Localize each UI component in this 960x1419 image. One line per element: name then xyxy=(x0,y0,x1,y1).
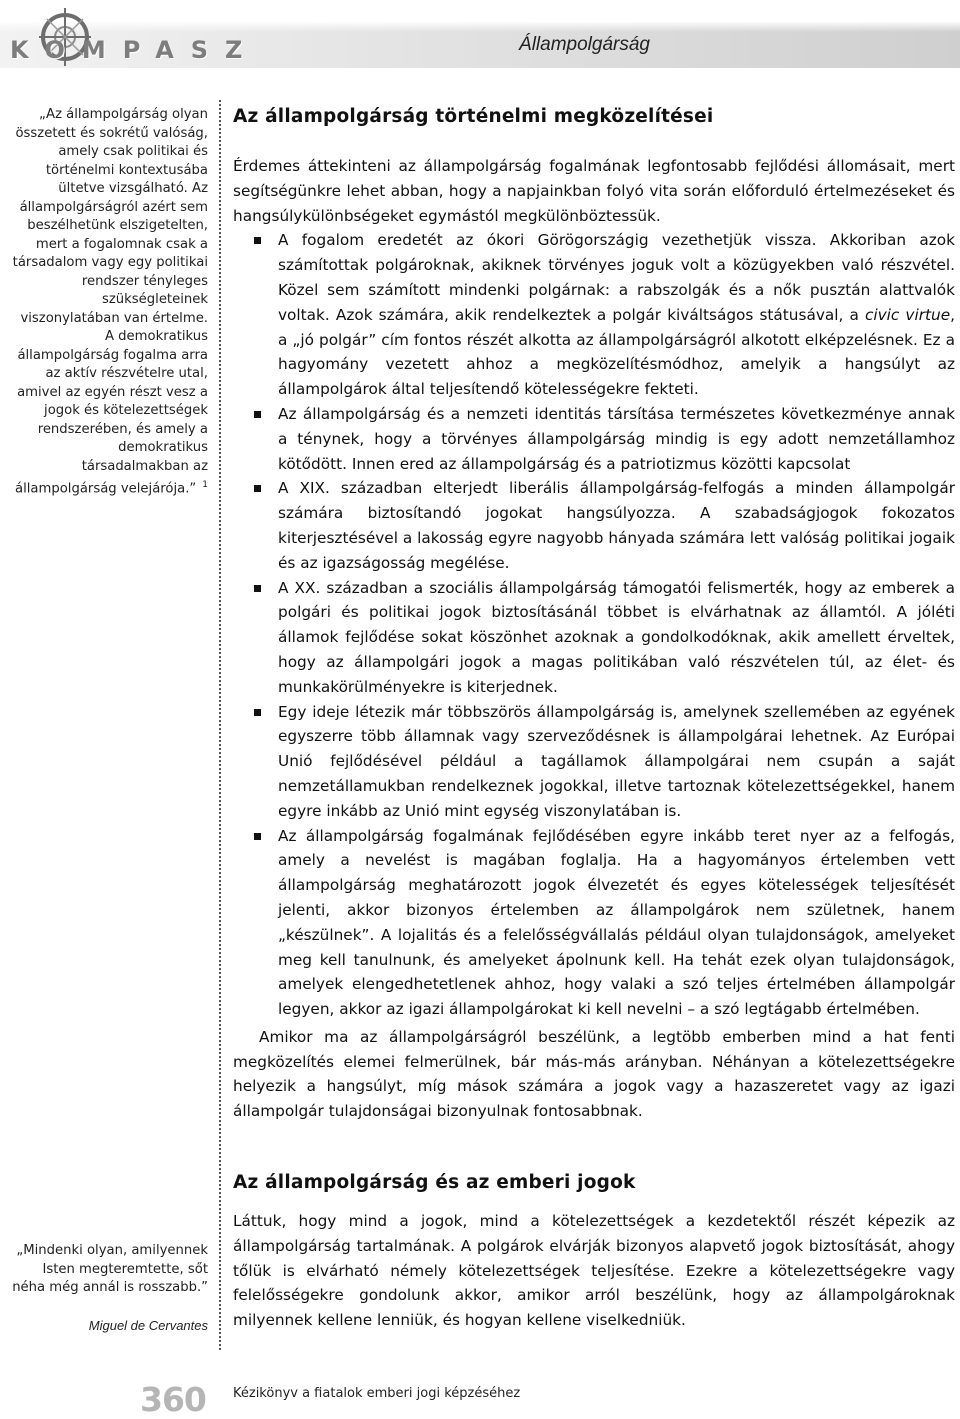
intro-paragraph: Érdemes áttekinteni az állampolgárság fogalmának legfontosabb fejlődési állomásait, mert segítségünkre lehet abban, hogy a napjainkban folyó vita során előforduló értelmezéseket és hangsúlykülönbségeket egymástól megkülönböztessük. xyxy=(233,157,955,225)
section-historical xyxy=(233,106,955,1124)
sidebar-quote xyxy=(8,106,208,499)
footer-book-title: Kézikönyv a fiatalok emberi jogi képzéséhez xyxy=(233,1386,521,1401)
square-bullet-icon xyxy=(254,411,261,418)
page-number: 360 xyxy=(140,1380,206,1419)
section-title: Az állampolgárság történelmi megközelítései xyxy=(233,106,714,127)
list-item: A fogalom eredetét az ókori Görögországig vezethetjük vissza. Akkoriban azok számítottak polgároknak, akiknek törvényes joguk volt a közügyekben való részvétel. Közel sem számított mindenki polgárnak: a rabszolgák és a nők pusztán alattvalók voltak. Azok számára, akik rendelkeztek a polgár kiváltságos státusával, a civic virtue, a „jó polgár” cím fontos részét alkotta az állampolgárságról alkotott elképzelésnek. Ez a hagyomány vezetett ahhoz a megközelítésmódhoz, amelyik a hangsúlyt az állampolgárok által teljesítendő kötelességekre fekteti. xyxy=(233,228,955,402)
body-paragraph: Láttuk, hogy mind a jogok, mind a kötelezettségek a kezdetektől részét képezik az állampolgárság tartalmának. A polgárok elvárják bizonyos alapvető jogok biztosítását, ahogy tőlük is elvárható némely kötelezettségek teljesítése. Ezekre a kötelezettségekre vagy felelősségekre gondolunk akkor, amikor arról beszélünk, hogy az állampolgároknak milyennek kellene lenniük, és hogyan kellene viselkedniük. xyxy=(233,1212,955,1330)
bullet-list xyxy=(233,228,955,1022)
quote-author: Miguel de Cervantes xyxy=(88,1318,208,1333)
section-human-rights xyxy=(233,1172,955,1333)
page-header xyxy=(0,0,960,72)
list-item: A XX. században a szociális állampolgárság támogatói felismerték, hogy az emberek a polgári és politikai jogok biztosításánál többet is elvárhatnak az államtól. A jóléti államok fejlődése sokat köszönhet azoknak a gondolkodóknak, akik amellett érveltek, hogy az állampolgári jogok a magas politikában való részvételen túl, az élet- és munkakörülményekre is kiterjednek. xyxy=(233,576,955,700)
list-item: Az állampolgárság fogalmának fejlődésében egyre inkább teret nyer az a felfogás, amely a nevelést is magában foglalja. Ha a hagyományos értelemben vett állampolgárság meghatározott jogok élvezetét és egyes kötelességek teljesítését jelenti, akkor bizonyos értelemben az állampolgárok nem születnek, hanem „készülnek”. A lojalitás és a felelősségvállalás például olyan tulajdonságok, amelyeket meg kell tanulnunk, és amelyeket ápolnunk kell. Ha tehát ezek olyan tulajdonságok, amelyek elengedhetetlenek ahhoz, hogy valaki a szó teljes értelmében állampolgár legyen, akkor az igazi állampolgárokat ki kell nevelni – a szó legtágabb értelmében. xyxy=(233,824,955,1022)
cervantes-quote: „Mindenki olyan, amilyennek Isten megteremtette, sőt néha még annál is rosszabb.” xyxy=(12,1243,208,1295)
square-bullet-icon xyxy=(254,709,261,716)
list-item: Egy ideje létezik már többszörös állampolgárság is, amelynek szellemében az egyének egyszerre több államnak vagy szerveződésnek is állampolgárai lehetnek. Az Európai Unió fejlődésével például a tagállamok állampolgárai nem csupán a saját nemzetállamukban rendelkeznek jogokkal, illetve tartoznak kötelezettségekkel, hanem egyre inkább az Unió mint egység viszonylatában is. xyxy=(233,700,955,824)
page-title: Állampolgárság xyxy=(519,34,650,55)
square-bullet-icon xyxy=(254,485,261,492)
column-divider xyxy=(219,100,221,1350)
list-item: Az állampolgárság és a nemzeti identitás társítása természetes következménye annak a ténynek, hogy a törvényes állampolgárság mindig is egy adott nemzetállamhoz kötődött. Innen ered az állampolgárság és a patriotizmus közötti kapcsolat xyxy=(233,402,955,476)
logo-text: KOMPASZ xyxy=(10,36,260,64)
sidebar-quote-text: „Az állampolgárság olyan összetett és sokrétű valóság, amely csak politikai és történelmi kontextusába ültetve vizsgálható. Az állampolgárságról azért sem beszélhetünk elszigetelten, mert a fogalomnak csak a társadalom vagy egy politikai rendszer tényleges szükségleteinek viszonylatában van értelme. A demokratikus állampolgárság fogalma arra az aktív részvételre utal, amivel az egyén részt vesz a jogok és kötelezettségek rendszerében, és amely a demokratikus társadalmakban az állampolgárság velejárója.” xyxy=(12,107,208,497)
footnote-marker: 1 xyxy=(202,480,208,490)
kompasz-logo xyxy=(8,6,260,68)
square-bullet-icon xyxy=(254,237,261,244)
square-bullet-icon xyxy=(254,833,261,840)
list-item: A XIX. században elterjedt liberális állampolgárság-felfogás a minden állampolgár számára biztosítandó jogokat hangsúlyozza. A szabadságjogok fokozatos kiterjesztésével a lakosság egyre nagyobb hányada számára lett valóság politikai jogaik és az igazságosság megélése. xyxy=(233,476,955,575)
closing-paragraph: Amikor ma az állampolgárságról beszélünk, a legtöbb emberben mind a hat fenti megközelítés elemei felmerülnek, bár más-más arányban. Néhányan a kötelezettségekre helyezik a hangsúlyt, míg mások számára a jogok vagy a hazaszeretet vagy az igazi állampolgár tulajdonságai bizonyulnak fontosabbnak. xyxy=(233,1027,955,1121)
section-title: Az állampolgárság és az emberi jogok xyxy=(233,1172,636,1193)
italic-term: civic virtue xyxy=(864,305,951,324)
square-bullet-icon xyxy=(254,585,261,592)
